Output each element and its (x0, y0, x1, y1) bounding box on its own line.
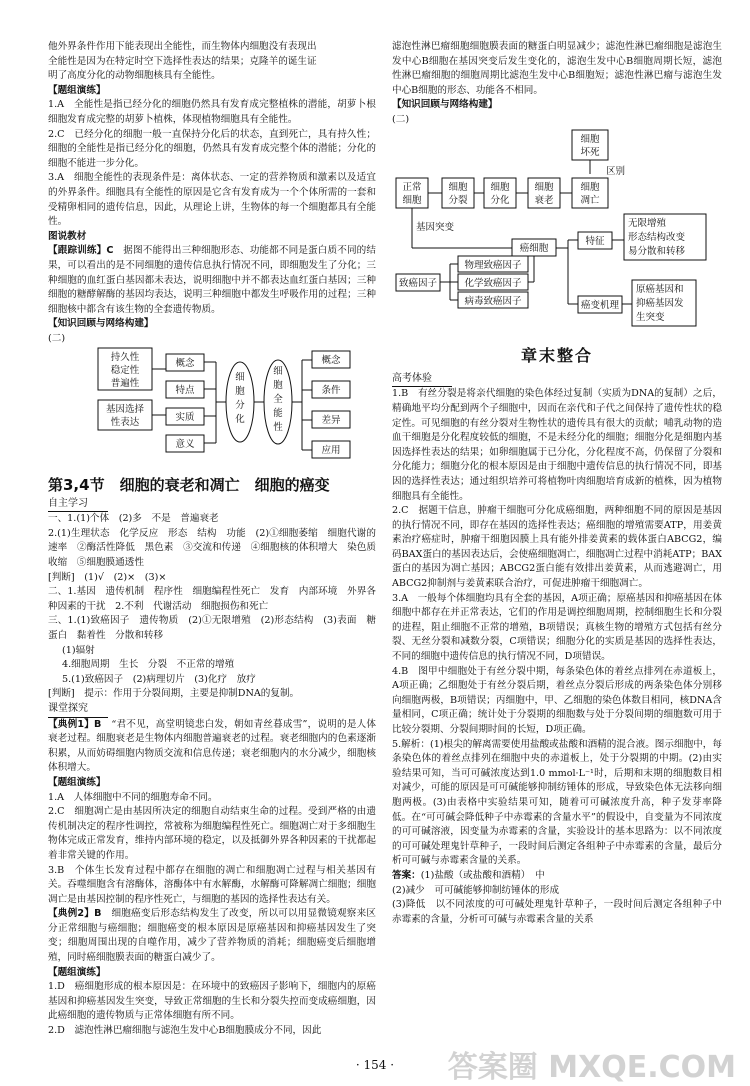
section-title: 第3,4节 细胞的衰老和凋亡 细胞的癌变 (48, 476, 330, 495)
svg-text:分裂: 分裂 (448, 194, 468, 206)
carcinogen-type: 病毒致癌因子 (464, 295, 522, 307)
feature-item: 形态结构改变 (628, 231, 686, 243)
normal-cell-box: 正常 (402, 181, 422, 193)
self-study-line: [判断] (1)√ (2)× (3)× (48, 571, 167, 583)
svg-text:细: 细 (235, 372, 245, 384)
answer-item: 1.A 全能性是指已经分化的细胞仍然具有发育成完整植株的潜能，胡萝卜根细胞发育成完整的胡萝卜植株，体现植物细胞具有全能性。 (48, 99, 376, 125)
trait-label: 持久性 (110, 352, 140, 364)
final-answer-line: (1)盐酸（或盐酸和酒精） 中 (420, 869, 545, 881)
trace-text: 据图不能得出三种细胞形态、功能都不同是蛋白质不同的结果，可以看出的是不同细胞的遗传信息执行情况不同，即细胞发生了分化；三种细胞的血红蛋白基因都未表达，说明细胞中并不都表达血红蛋白基因；三种细胞的糖酵解酶的基因均表达，说明三种细胞中都发生呼吸作用的过程；三种细胞核中都含有该生物的全套遗传物质。 (48, 245, 377, 315)
svg-text:细: 细 (273, 366, 283, 378)
intro-line: 明了高度分化的动物细胞核具有全能性。 (48, 70, 221, 82)
feature-item: 易分散和转移 (628, 245, 686, 257)
svg-text:化: 化 (235, 414, 245, 426)
self-study-heading: 自主学习 (48, 497, 108, 513)
division-box: 细胞 (448, 181, 468, 193)
exam-answer: 2.C 据题干信息，肿瘤干细胞可分化成癌细胞，两种细胞不同的原因是基因的执行情况不同，即存在基因的选择性表达；癌细胞的增殖需要ATP，用姜黄素治疗癌症时，肿瘤干细胞因膜上具有能外排姜黄素的载体蛋白ABCG2，编码BAX蛋白的基因表达后，会使癌细胞凋亡，细胞凋亡过程中消耗ATP；BAX蛋白的基因为凋亡基因；ABCG2蛋白能有效排出姜黄素，从而逃避凋亡，用ABCG2抑制剂与姜黄素联合治疗，可促进肿瘤干细胞凋亡。 (392, 505, 722, 590)
self-study-line: [判断] 提示：作用于分裂间期，主要是抑制DNA的复制。 (48, 688, 300, 700)
essence-label: 性表达 (110, 417, 140, 429)
answer-item: 1.D 癌细胞形成的根本原因是：在环境中的致癌因子影响下，细胞内的原癌基因和抑癌基因发生突变，导致正常细胞的生长和分裂失控而变成癌细胞，因此癌细胞的遗传物质与正常体细胞有所不同。 (48, 981, 376, 1022)
review-sub: (二) (48, 332, 66, 344)
trait-label: 普遍性 (110, 378, 140, 390)
self-study-line: 5.(1)致癌因子 (2)病理切片 (3)化疗 放疗 (62, 673, 256, 685)
exam-answer: 5.解析：(1)根尖的解离需要使用盐酸或盐酸和酒精的混合液。图示细胞中，每条染色体的着丝点排列在细胞中央的赤道板上，处于分裂期的中期。(2)由实验结果可知，当可可碱浓度达到1.0 mmol·L⁻¹时，后期和末期的细胞数目相对减少，可能的原因是可可碱能够抑制纺锤体的形成，导致染色体无法移向细胞两极。(3)由表格中实验结果可知，随着可可碱浓度升高，种子发芽率降低。在“可可碱会降低种子中赤霉素的含量水平”的假设中，自变量为不同浓度的可可碱溶液，因变量为赤霉素的含量，实验设计的基本思路为：以不同浓度的可可碱处理鬼针草种子，一段时间后测定各组种子中赤霉素的含量，最后分析可可碱与赤霉素含量的关系。 (392, 738, 722, 867)
final-answer-label: 答案： (392, 869, 421, 881)
final-answer-line: (2)减少 可可碱能够抑制纺锤体的形成 (392, 884, 560, 896)
mechanism-detail: 生突变 (636, 311, 665, 323)
drill-heading: 【题组演练】 (48, 776, 106, 788)
example-2: 【典例2】B 细胞癌变后形态结构发生了改变，所以可以用显微镜观察来区分正常细胞与癌细胞；细胞癌变的根本原因是原癌基因和抑癌基因发生了突变；细胞周围出现的自噬作用，减少了营养物质的消耗；细胞癌变后细胞增殖，同时癌细胞膜表面的糖蛋白减少了。 (48, 908, 377, 964)
answer-item: 1.A 人体细胞中不同的细胞寿命不同。 (48, 791, 218, 803)
drill-heading: 【题组演练】 (48, 966, 106, 978)
mechanism-detail: 抑癌基因发 (636, 297, 684, 309)
exam-answer: 3.A 一般每个体细胞均具有全套的基因，A项正确；原癌基因和抑癌基因在体细胞中都存在并正常表达，它们的作用是调控细胞周期，控制细胞生长和分裂的进程，阻止细胞不正常的增殖，B项错误；真核生物的增殖方式包括有丝分裂、无丝分裂和减数分裂，C项错误；细胞分化的实质是基因的选择性表达，不同的细胞中遗传信息的执行情况不同，D项错误。 (392, 592, 723, 663)
application-box: 应用 (321, 445, 341, 457)
exam-answer: 1.B 有丝分裂是将亲代细胞的染色体经过复制（实质为DNA的复制）之后，精确地平均分配到两个子细胞中，因而在亲代和子代之间保持了遗传性状的稳定性。可见细胞的有丝分裂对生物性状的遗传具有很大的贡献；哺乳动物的造血干细胞是分化程度较低的细胞，不是未经分化的细胞；细胞分化是细胞内基因选择性表达的结果；如卵细胞属于已分化，分化程度不高，仍保留了分裂和分化能力；细胞分化的根本原因是由于细胞中遗传信息的执行情况不同，即基因的选择性表达；通过组织培养可将植物叶肉细胞培育成新的植株，因为植物细胞具有全能性。 (392, 388, 722, 502)
svg-text:胞: 胞 (273, 380, 283, 392)
answer-item: 2.C 细胞凋亡是由基因所决定的细胞自动结束生命的过程。受到严格的由遗传机制决定的程序性调控，常被称为细胞编程性死亡。细胞凋亡对于多细胞生物体完成正常发育，维持内部环境的稳定，以及抵御外界各种因素的干扰都起着非常关键的作用。 (48, 806, 376, 861)
watermark: 答案圈 MXQE.COM (447, 1050, 736, 1086)
difference-box: 差异 (321, 415, 341, 427)
example-1: 【典例1】B “君不见，高堂明镜悲白发，朝如青丝暮成雪”，说明的是人体衰老过程。细胞衰老是生物体内细胞普遍衰老的过程。衰老细胞内的色素逐渐积累，从而妨碍细胞内物质交流和信息传递；衰老细胞内的水分减少，细胞核体积增大。 (48, 718, 377, 774)
self-study-line: (1)辐射 (62, 644, 95, 656)
svg-text:胞: 胞 (235, 386, 245, 398)
drill-heading: 【题组演练】 (48, 84, 106, 96)
mutation-label: 基因突变 (416, 221, 455, 233)
svg-text:分: 分 (235, 400, 245, 412)
class-study-heading: 课堂探究 (48, 702, 108, 718)
differentiation-diagram (48, 346, 376, 466)
feature-item: 无限增殖 (628, 217, 667, 229)
concept-box: 概念 (321, 355, 341, 367)
differentiation-box: 细胞 (490, 181, 510, 193)
tushuo-heading: 图说教材 (48, 230, 87, 242)
chapter-title: 章末整合 (520, 346, 593, 366)
carcinogen-type: 物理致癌因子 (464, 259, 522, 271)
self-study-line: 2.(1)生理状态 化学反应 形态 结构 功能 (2)①细胞萎缩 细胞代谢的速率 ②酶活性降低 黑色素 ③交流和传递 ④细胞核的体积增大 染色质收缩 ⑤细胞膜通透性 (48, 527, 376, 569)
review-heading: 【知识回顾与网络构建】 (392, 99, 498, 111)
meaning-box: 意义 (175, 439, 195, 451)
svg-text:凋亡: 凋亡 (580, 194, 600, 206)
trace-answer (48, 244, 376, 317)
essence-box: 实质 (175, 412, 195, 424)
intro-line: 全能性是因为在特定时空下选择性表达的结果；克隆羊的诞生证 (48, 55, 317, 67)
gaokao-heading: 高考体验 (392, 372, 452, 388)
exam-answer: 4.B 图甲中细胞处于有丝分裂中期，每条染色体的着丝点排列在赤道板上，A项正确；乙细胞处于有丝分裂后期，着丝点分裂后形成的两条染色体分别移向细胞两极，B项错误；丙细胞中，甲、乙细胞的染色体数目相同，核DNA含量相同，C项正确；统计处于分裂期的细胞数与处于分裂间期的细胞数可用于比较分裂期、分裂间期时间的长短，D项正确。 (392, 665, 722, 735)
trace-heading: 【跟踪训练】C (48, 245, 114, 257)
self-study-line: 4.细胞周期 生长 分裂 不正常的增殖 (62, 659, 235, 671)
essence-label: 基因选择 (105, 404, 145, 416)
apoptosis-box: 细胞 (580, 181, 600, 193)
mechanism-detail: 原癌基因和 (636, 283, 684, 295)
svg-text:能: 能 (273, 408, 283, 420)
aging-box: 细胞 (534, 181, 554, 193)
right-column (392, 40, 722, 927)
mechanism-box: 癌变机理 (580, 299, 620, 311)
left-column (48, 40, 376, 1039)
condition-box: 条件 (321, 385, 341, 397)
difference-label: 区别 (606, 165, 626, 177)
self-study-line: 二、1.基因 遗传机制 程序性 细胞编程性死亡 发育 内部环境 外界各种因素的干扰 2.不利 代谢活动 细胞损伤和死亡 (48, 586, 376, 612)
svg-text:性: 性 (273, 422, 283, 434)
feature-box: 特点 (175, 385, 195, 397)
final-answer-line: (3)降低 以不同浓度的可可碱处理鬼针草种子，一段时间后测定各组种子中赤霉素的含量，分析可可碱与赤霉素含量的关系 (392, 899, 722, 925)
necrosis-box: 细胞 (580, 133, 600, 145)
svg-text:坏死: 坏死 (580, 146, 600, 158)
carcinogen-type: 化学致癌因子 (464, 277, 522, 289)
feature-box: 特征 (585, 235, 605, 247)
answer-item: 2.C 已经分化的细胞一般一直保持分化后的状态，直到死亡，具有持久性；细胞的全能性是指已经分化的细胞，仍然具有发育成完整个体的潜能；分化的细胞不能进一步分化。 (48, 128, 376, 169)
self-study-line: 一、1.(1)个体 (2)多 不是 普遍衰老 (48, 513, 219, 525)
trait-label: 稳定性 (110, 365, 140, 377)
svg-text:分化: 分化 (490, 194, 510, 206)
concept-box: 概念 (175, 358, 195, 370)
cell-lifecycle-diagram (392, 128, 722, 338)
answer-item: 3.B 个体生长发育过程中都存在细胞的凋亡和细胞凋亡过程与相关基因有关。吞噬细胞含有溶酶体，溶酶体中有水解酶，水解酶可降解凋亡细胞；细胞凋亡是由基因控制的程序性死亡，与细胞的基因的选择性表达有关。 (48, 864, 376, 905)
intro-line: 他外界条件作用下能表现出全能性，而生物体内细胞没有表现出 (48, 41, 317, 52)
svg-text:全: 全 (273, 394, 283, 406)
review-heading: 【知识回顾与网络构建】 (48, 318, 154, 330)
self-study-line: 三、1.(1)致癌因子 遗传物质 (2)①无限增殖 (2)形态结构 (3)表面 糖蛋白 黏着性 分散和转移 (48, 615, 376, 641)
svg-text:衰老: 衰老 (534, 194, 554, 206)
answer-item: 2.D 滤泡性淋巴瘤细胞与滤泡生发中心B细胞膜成分不同，因此 (48, 1025, 322, 1037)
continued-text: 滤泡性淋巴瘤细胞细胞膜表面的糖蛋白明显减少；滤泡性淋巴瘤细胞是滤泡生发中心B细胞在基因突变后发生变化的，滤泡生发中心B细胞周期长短，滤泡性淋巴瘤细胞的细胞周期比滤泡生发中心B细胞短；滤泡性淋巴瘤与滤泡生发中心B细胞的形态、功能各不相同。 (392, 41, 722, 96)
carcinogen-box: 致癌因子 (398, 277, 438, 289)
trait-box-group (98, 348, 152, 430)
cancer-cell-box: 癌细胞 (519, 242, 549, 254)
svg-text:细胞: 细胞 (402, 194, 422, 206)
answer-item: 3.A 细胞全能性的表现条件是：离体状态、一定的营养物质和激素以及适宜的外界条件。细胞具有全能性的原因是它含有发育成为一个个体所需的一套和受精卵相同的遗传信息，因此，从理论上讲，生物体的每一个细胞都具有全能性。 (48, 172, 376, 228)
page-number: · 154 · (355, 1058, 395, 1072)
review-sub: (二) (392, 113, 410, 125)
